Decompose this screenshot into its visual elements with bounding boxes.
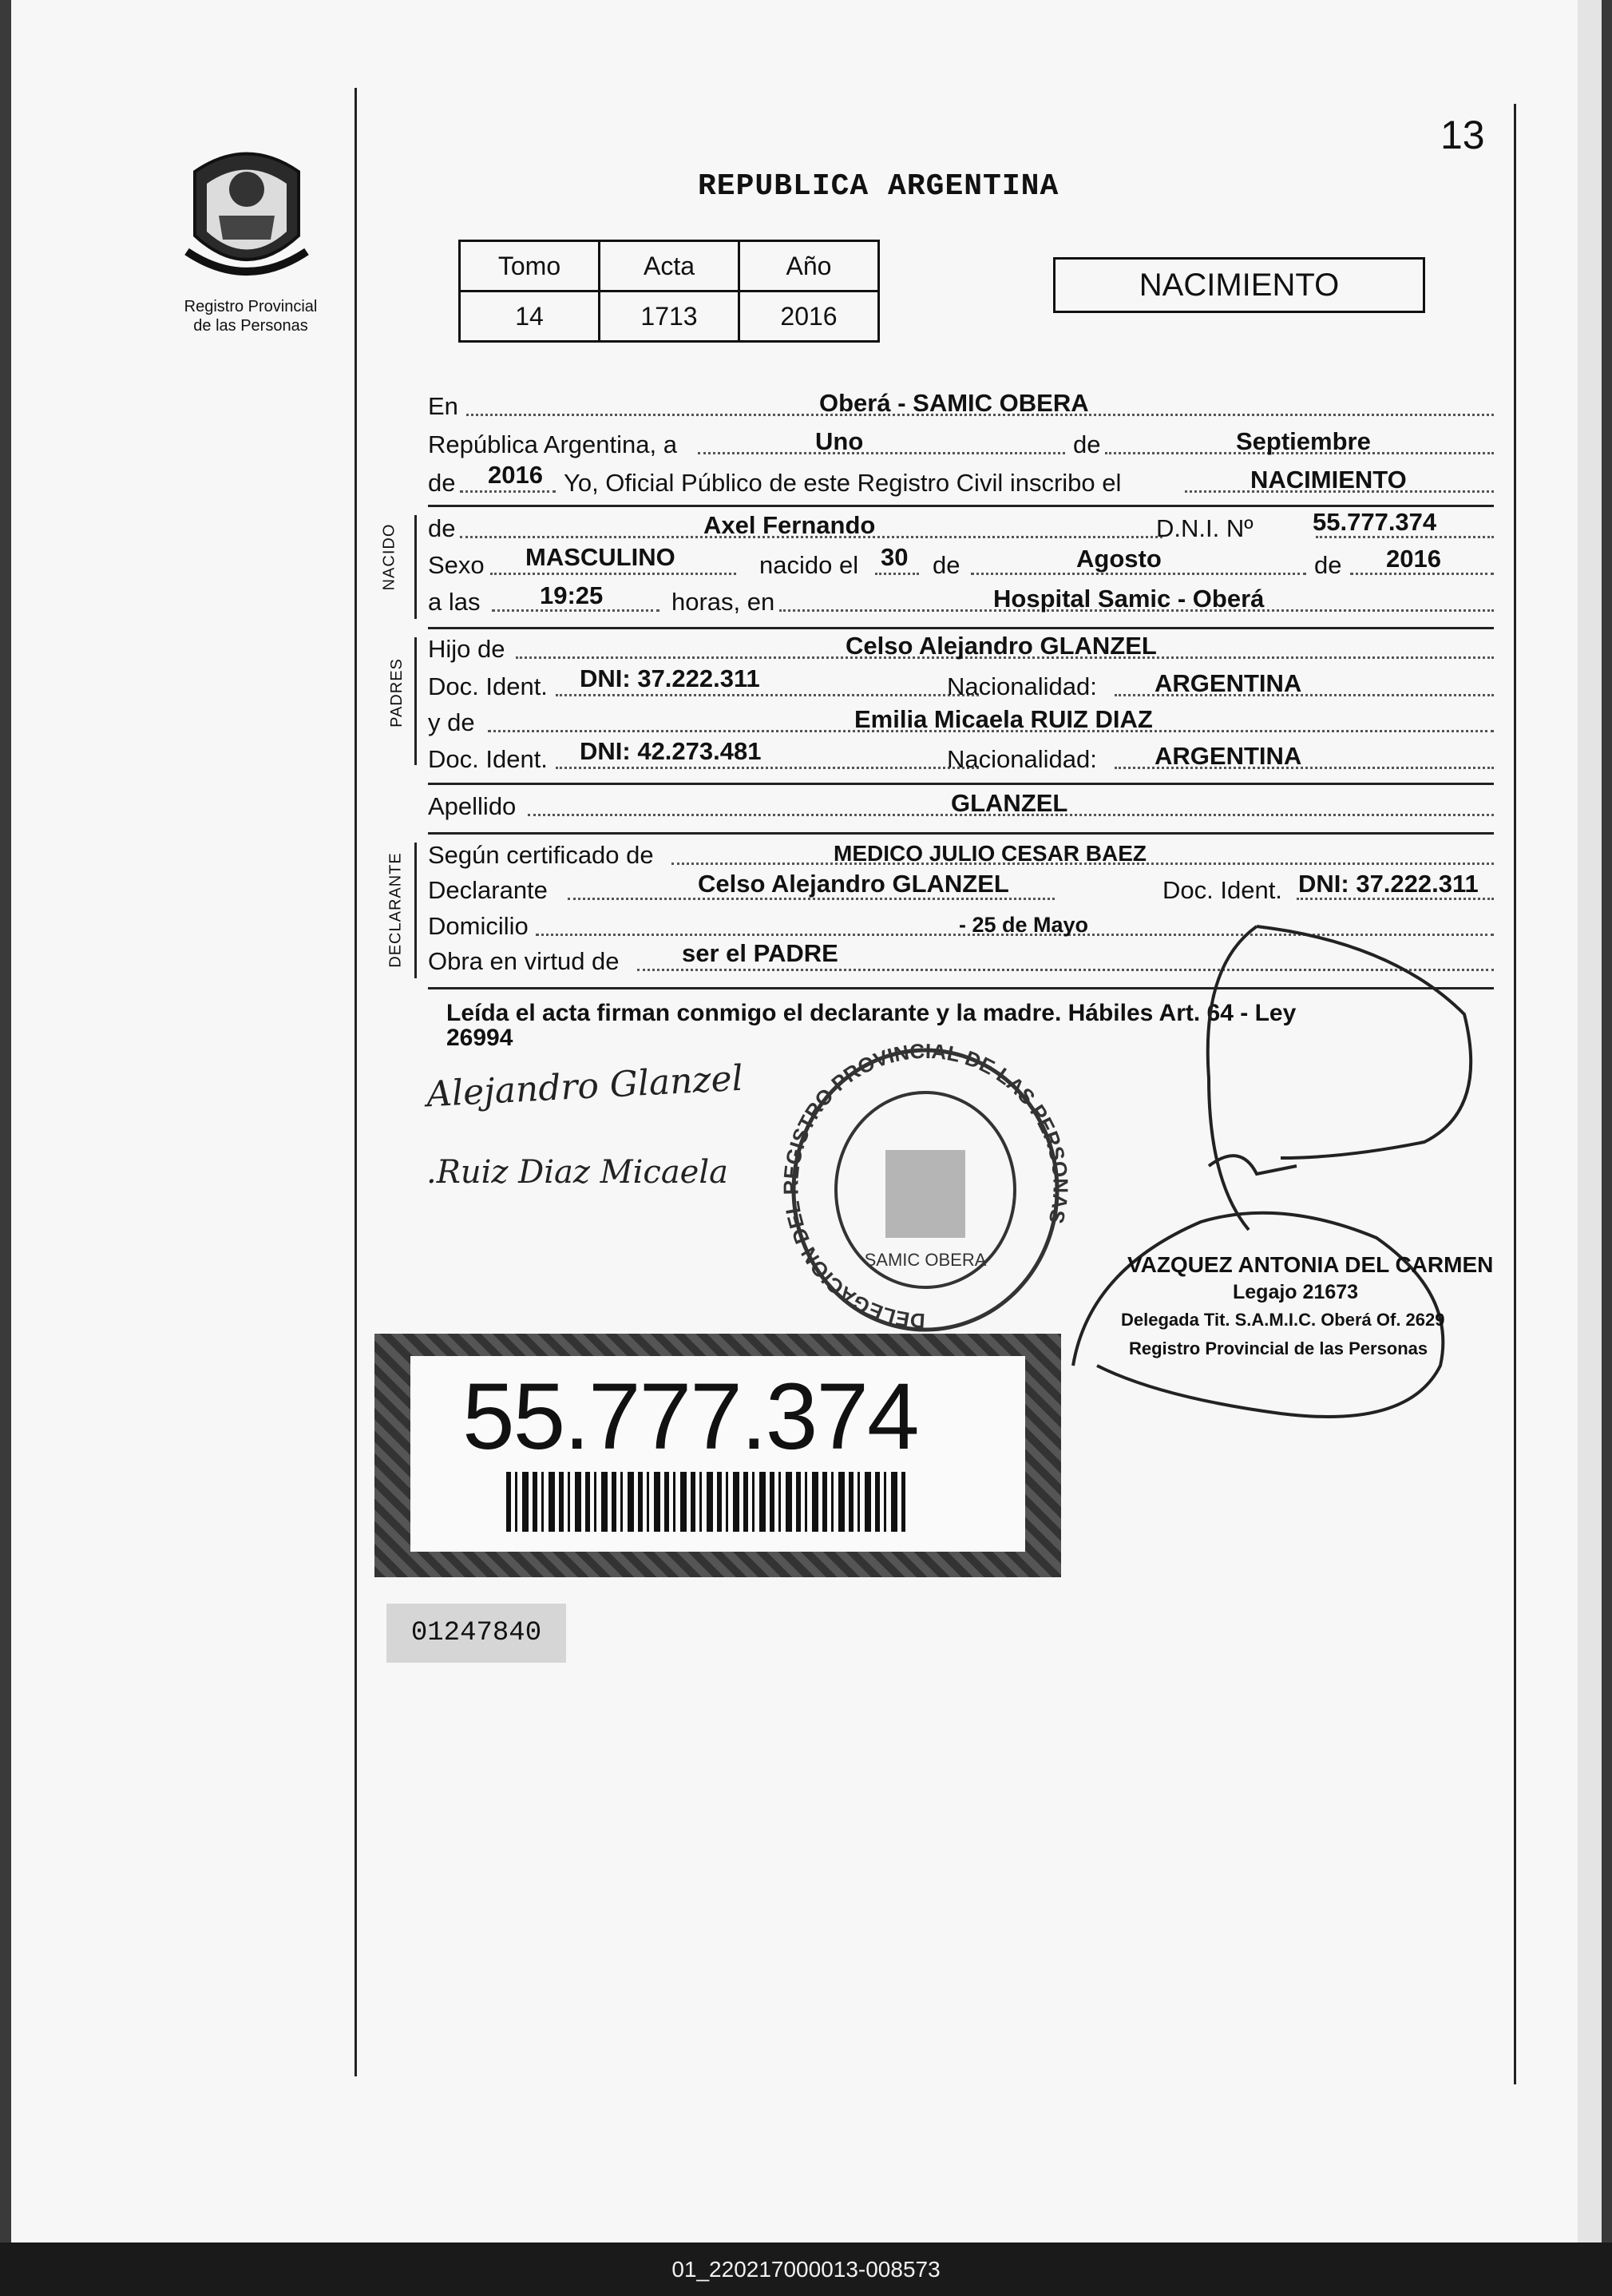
birth-month-value: Agosto — [1076, 545, 1162, 573]
de-label: de — [1073, 430, 1101, 458]
closing-line-2: 26994 — [446, 1025, 513, 1051]
day-value: Uno — [815, 427, 864, 455]
obra-label: Obra en virtud de — [428, 947, 620, 975]
logo-caption-line2: de las Personas — [193, 317, 308, 335]
section-bracket-nacido — [414, 515, 417, 619]
domicilio-value: - 25 de Mayo — [959, 913, 1089, 937]
registry-table-header-row — [460, 241, 879, 291]
section-divider — [428, 505, 1494, 507]
declarante-label: Declarante — [428, 876, 548, 904]
dni-label-inner — [410, 1356, 1025, 1552]
father-nationality-value: ARGENTINA — [1155, 669, 1302, 697]
hijo-label: Hijo de — [428, 635, 505, 663]
signature-declarante: Alejandro Glanzel — [425, 1057, 744, 1116]
apellido-label: Apellido — [428, 792, 517, 820]
row-nacido-name — [428, 508, 1494, 546]
dni-number: 55.777.374 — [462, 1364, 918, 1469]
registry-table-value-row — [460, 291, 879, 342]
alas-label: a las — [428, 588, 481, 616]
row-apellido — [428, 789, 1494, 824]
dotted-line — [460, 490, 556, 493]
page-number: 13 — [1440, 113, 1485, 157]
value-tomo: 14 — [460, 291, 600, 342]
document-page — [11, 0, 1602, 2242]
row-hijo — [428, 632, 1494, 667]
row-en — [428, 389, 1494, 424]
row-madre — [428, 705, 1494, 740]
header-acta: Acta — [600, 241, 739, 291]
section-divider — [428, 832, 1494, 835]
row-declarante — [428, 870, 1494, 908]
mother-nationality-value: ARGENTINA — [1155, 742, 1302, 770]
birth-de2-label: de — [1314, 551, 1342, 579]
en-value: Oberá - SAMIC OBERA — [819, 389, 1089, 417]
father-nac-label: Nacionalidad: — [947, 672, 1097, 700]
section-bracket-padres — [414, 637, 417, 765]
value-acta: 1713 — [600, 291, 739, 342]
closing-line-1: Leída el acta firman conmigo el declarante y la madre. Hábiles Art. 64 - Ley — [446, 1000, 1297, 1026]
left-margin-line — [354, 88, 357, 2076]
apellido-value: GLANZEL — [951, 789, 1068, 817]
official-name: VAZQUEZ ANTONIA DEL CARMEN — [1127, 1252, 1494, 1277]
birth-year-value: 2016 — [1386, 545, 1441, 573]
value-ano: 2016 — [739, 291, 879, 342]
mother-doc-label: Doc. Ident. — [428, 745, 548, 773]
yo-text: Yo, Oficial Público de este Registro Civil inscribo el — [564, 469, 1122, 497]
declarante-value: Celso Alejandro GLANZEL — [698, 870, 1009, 898]
dotted-line — [556, 767, 979, 769]
section-divider — [428, 783, 1494, 785]
document-type-box: NACIMIENTO — [1053, 257, 1425, 313]
logo-caption — [151, 297, 351, 335]
dotted-line — [875, 573, 919, 575]
row-hora — [428, 581, 1494, 620]
father-name-value: Celso Alejandro GLANZEL — [846, 632, 1157, 660]
header-tomo: Tomo — [460, 241, 600, 291]
misiones-coat-of-arms-logo — [171, 140, 323, 291]
row-mother-doc — [428, 737, 1494, 777]
nacido-el-label: nacido el — [759, 551, 859, 579]
yde-label: y de — [428, 708, 475, 736]
dni-label: D.N.I. Nº — [1156, 514, 1254, 542]
declarante-doc-value: DNI: 37.222.311 — [1298, 870, 1479, 898]
scan-footer-id: 01_220217000013-008573 — [0, 2242, 1612, 2296]
row-republica — [428, 427, 1494, 462]
inscribo-value: NACIMIENTO — [1250, 466, 1407, 494]
child-name-value: Axel Fernando — [703, 511, 876, 539]
declarante-doc-label: Doc. Ident. — [1162, 876, 1282, 904]
birth-day-value: 30 — [881, 543, 909, 571]
horas-label: horas, en — [671, 588, 775, 616]
father-doc-label: Doc. Ident. — [428, 672, 548, 700]
de2-label: de — [428, 469, 456, 497]
document-title: REPUBLICA ARGENTINA — [698, 169, 1059, 204]
barcode — [506, 1472, 905, 1532]
mother-doc-value: DNI: 42.273.481 — [580, 737, 762, 765]
logo-caption-line1: Registro Provincial — [184, 298, 318, 315]
side-label-padres: PADRES — [387, 658, 406, 728]
official-org: Registro Provincial de las Personas — [1129, 1338, 1428, 1358]
nacido-de-label: de — [428, 514, 456, 542]
section-bracket-declarante — [414, 843, 417, 978]
row-sexo — [428, 543, 1494, 583]
obra-value: ser el PADRE — [682, 939, 838, 967]
right-margin-line — [1514, 104, 1516, 2084]
row-certificado — [428, 838, 1494, 873]
cert-value: MEDICO JULIO CESAR BAEZ — [834, 841, 1147, 866]
row-father-doc — [428, 664, 1494, 704]
republica-label: República Argentina, a — [428, 430, 677, 458]
official-legajo: Legajo 21673 — [1233, 1281, 1359, 1303]
father-doc-value: DNI: 37.222.311 — [580, 664, 760, 692]
dotted-line — [490, 573, 736, 575]
stamp-ring-text: DELEGACION DEL REGISTRO PROVINCIAL DE LAS PERSONAS — [778, 1038, 1073, 1334]
official-cargo: Delegada Tit. S.A.M.I.C. Oberá Of. 2629 — [1121, 1310, 1445, 1330]
time-value: 19:25 — [540, 581, 604, 609]
official-stamp-seal — [778, 1038, 1073, 1342]
header-ano: Año — [739, 241, 879, 291]
month-value: Septiembre — [1236, 427, 1371, 455]
mother-name-value: Emilia Micaela RUIZ DIAZ — [854, 705, 1153, 733]
dni-label-sticker — [374, 1334, 1061, 1577]
signature-madre: .Ruiz Diaz Micaela — [426, 1154, 728, 1191]
row-year — [428, 461, 1494, 501]
registry-table — [458, 240, 880, 343]
child-dni-value: 55.777.374 — [1313, 508, 1437, 536]
place-value: Hospital Samic - Oberá — [993, 585, 1265, 613]
year-value: 2016 — [488, 461, 543, 489]
dotted-line — [698, 452, 1065, 454]
sexo-value: MASCULINO — [525, 543, 675, 571]
side-label-declarante: DECLARANTE — [386, 852, 405, 968]
side-label-nacido: NACIDO — [380, 523, 398, 591]
serial-number: 01247840 — [386, 1604, 566, 1663]
mother-nac-label: Nacionalidad: — [947, 745, 1097, 773]
cert-label: Según certificado de — [428, 841, 654, 869]
page-edge — [1578, 0, 1602, 2242]
section-divider — [428, 627, 1494, 629]
sexo-label: Sexo — [428, 551, 485, 579]
dotted-line — [556, 694, 979, 696]
en-label: En — [428, 392, 458, 420]
stamp-center-text: SAMIC OBERA — [864, 1250, 987, 1270]
domicilio-label: Domicilio — [428, 912, 529, 940]
birth-de-label: de — [933, 551, 960, 579]
